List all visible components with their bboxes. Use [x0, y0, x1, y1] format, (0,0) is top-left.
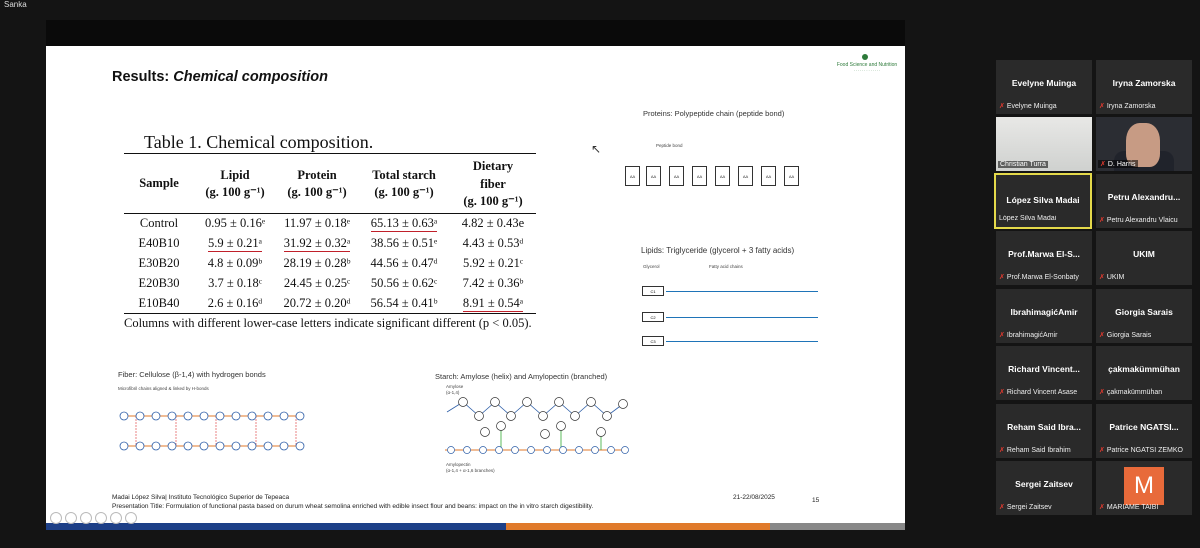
- active-speaker-tile[interactable]: López Silva Madai López Silva Madai: [994, 173, 1092, 229]
- amylopectin-sub-label: (α-1,4 + α-1,6 branches): [446, 468, 495, 473]
- table-row: [124, 294, 536, 314]
- footer-date: 21-22/08/2025: [733, 494, 775, 501]
- header-lipid: Lipid (g. 100 g⁻¹): [205, 167, 265, 199]
- cell-lipid: 0.95 ± 0.16ᵉ: [204, 216, 266, 231]
- shared-screen-top-bar: [46, 20, 905, 46]
- cell-sample: E20B30: [138, 276, 180, 290]
- slideshow-controls[interactable]: [50, 512, 137, 524]
- cell-fiber: 4.43 ± 0.53ᵈ: [462, 236, 524, 250]
- amylose-sub-label: (α-1,4): [446, 390, 460, 395]
- fatty-acid-label: Fatty acid chains: [709, 264, 743, 269]
- table-row: [124, 254, 536, 274]
- table-row: [124, 274, 536, 294]
- next-slide-icon[interactable]: [65, 512, 77, 524]
- cell-fiber: 4.82 ± 0.43e: [461, 216, 525, 231]
- more-options-icon[interactable]: [125, 512, 137, 524]
- prev-slide-icon[interactable]: [50, 512, 62, 524]
- pen-tool-icon[interactable]: [80, 512, 92, 524]
- footer-bar-grey: [770, 523, 905, 530]
- chemical-composition-table: [124, 153, 536, 314]
- cell-protein: 11.97 ± 0.18ᵉ: [284, 216, 350, 231]
- cell-lipid: 3.7 ± 0.18ᶜ: [208, 276, 262, 290]
- participant-tile[interactable]: Reham Said Ibra... ✗ Reham Said Ibrahim: [996, 404, 1092, 458]
- cell-lipid: 2.6 ± 0.16ᵈ: [207, 295, 263, 310]
- slide-title: Results: Chemical composition: [112, 69, 328, 85]
- table-header-row: [124, 154, 536, 214]
- mic-muted-icon: ✗: [1099, 274, 1105, 281]
- participant-tile[interactable]: Petru Alexandru... ✗ Petru Alexandru Vlaicu: [1096, 174, 1192, 228]
- mic-muted-icon: ✗: [999, 447, 1005, 454]
- cell-fiber: 5.92 ± 0.21ᶜ: [462, 256, 524, 270]
- page-number: 15: [812, 497, 820, 504]
- participant-tile[interactable]: IbrahimagićAmir ✗ IbrahimagićAmir: [996, 289, 1092, 343]
- cell-fiber: 7.42 ± 0.36ᵇ: [462, 276, 524, 290]
- proteins-diagram-label: Proteins: Polypeptide chain (peptide bond): [643, 109, 785, 118]
- mic-muted-icon: ✗: [999, 274, 1005, 281]
- mic-muted-icon: ✗: [999, 504, 1005, 511]
- header-protein: Protein (g. 100 g⁻¹): [287, 167, 347, 199]
- table-row: [124, 214, 536, 234]
- mic-muted-icon: ✗: [1099, 389, 1105, 396]
- amylopectin-label: Amylopectin: [446, 462, 471, 467]
- participant-tile[interactable]: çakmakümmühan ✗ çakmakümmühan: [1096, 346, 1192, 400]
- view-all-slides-icon[interactable]: [95, 512, 107, 524]
- table-caption: Table 1. Chemical composition.: [144, 132, 374, 152]
- participant-video-tile[interactable]: ✗ D. Harris: [1096, 117, 1192, 171]
- table-row: [124, 234, 536, 254]
- footer-bar-orange: [506, 523, 770, 530]
- cell-sample: E10B40: [138, 295, 180, 310]
- cell-starch: 38.56 ± 0.51ᵉ: [370, 236, 438, 250]
- cell-sample: Control: [139, 216, 179, 231]
- footer-author: Madai López Silva| Instituto Tecnológico Superior de Tepeaca: [112, 494, 290, 501]
- mic-muted-icon: ✗: [1100, 161, 1106, 168]
- participant-tile[interactable]: M ✗ MARIAME TAIBI: [1096, 461, 1192, 515]
- header-dietary-fiber: Dietary fiber (g. 100 g⁻¹): [463, 159, 523, 208]
- table-footnote: Columns with different lower-case letters indicate significant different (p < 0.05).: [124, 316, 532, 330]
- cell-fiber: 8.91 ± 0.54ᵃ: [462, 295, 524, 310]
- conference-logo: Food Science and Nutrition · · · · · · · · · · · · ·: [836, 54, 898, 82]
- cell-lipid: 5.9 ± 0.21ᵃ: [207, 236, 263, 250]
- peptide-bond-label: Peptide bond: [656, 143, 683, 148]
- avatar: M: [1124, 467, 1164, 505]
- window-title: Sanka: [4, 0, 27, 9]
- mic-muted-icon: ✗: [999, 332, 1005, 339]
- cell-protein: 20.72 ± 0.20ᵈ: [283, 295, 351, 310]
- fiber-diagram-label: Fiber: Cellulose (β-1,4) with hydrogen bonds: [118, 370, 266, 379]
- cell-starch: 50.56 ± 0.62ᶜ: [370, 276, 438, 290]
- participant-tile[interactable]: Sergei Zaitsev ✗ Sergei Zaitsev: [996, 461, 1092, 515]
- mic-muted-icon: ✗: [1099, 103, 1105, 110]
- cell-protein: 24.45 ± 0.25ᶜ: [283, 276, 351, 290]
- mic-muted-icon: ✗: [1099, 504, 1105, 511]
- cell-protein: 28.19 ± 0.28ᵇ: [283, 256, 351, 270]
- amylose-label: Amylose: [446, 384, 464, 389]
- participant-tile[interactable]: UKIM ✗ UKIM: [1096, 231, 1192, 285]
- starch-diagram-label: Starch: Amylose (helix) and Amylopectin (branched): [435, 372, 608, 381]
- mic-muted-icon: ✗: [1099, 217, 1105, 224]
- participant-tile[interactable]: Richard Vincent... ✗ Richard Vincent Asase: [996, 346, 1092, 400]
- cellulose-diagram: [116, 406, 306, 456]
- footer-bar-blue: [46, 523, 506, 530]
- zoom-icon[interactable]: [110, 512, 122, 524]
- cell-protein: 31.92 ± 0.32ᵃ: [283, 236, 351, 250]
- lipids-diagram-label: Lipids: Triglyceride (glycerol + 3 fatty acids): [641, 246, 795, 255]
- participant-tile[interactable]: Iryna Zamorska ✗ Iryna Zamorska: [1096, 60, 1192, 114]
- participant-tile[interactable]: Prof.Marwa El-S... ✗ Prof.Marwa El-Sonbaty: [996, 231, 1092, 285]
- cell-starch: 56.54 ± 0.41ᵇ: [370, 295, 438, 310]
- header-sample: Sample: [139, 176, 179, 190]
- cell-starch: 65.13 ± 0.63ᵃ: [370, 216, 438, 231]
- mic-muted-icon: ✗: [999, 389, 1005, 396]
- starch-diagram: [441, 394, 631, 464]
- mouse-pointer-icon: ↖: [591, 142, 602, 156]
- cell-lipid: 4.8 ± 0.09ᵇ: [207, 256, 263, 270]
- shared-slide: Results: Chemical composition Food Science and Nutrition · · · · · · · · · · · · · Table 1. Chemical composition. Sample Lipid (g. 100 g⁻¹) Protein (g. 100 g⁻¹) Total starch (g. 100 g⁻¹) Dietary fiber (g. 100 g⁻¹) Control 0.95 ± 0.16ᵉ 11.97 ± 0.18ᵉ 65.13 ± 0.63ᵃ 4.82 ± 0.43e E40B10 5.9 ± 0.21ᵃ 31.92 ± 0.32ᵃ 38.56 ± 0.51ᵉ 4.43 ± 0.53ᵈ E30B20 4.8 ± 0.09ᵇ 28.19 ± 0.28ᵇ 44.56 ± 0.47ᵈ 5.92 ± 0.21ᶜ E20B30 3.7 ± 0.18ᶜ 24.45 ± 0.25ᶜ 50.56 ± 0.62ᶜ 7.42 ± 0.36ᵇ E10B40 2.6 ± 0.16ᵈ 20.72 ± 0.20ᵈ 56.54 ± 0.41ᵇ 8.91 ± 0.54ᵃ Columns with different lower-case letters indicate significant different (p < 0.05). ↖ Proteins: Polypeptide chain (peptide bond) Peptide bond AA AA AA AA AA AA AA AA Lipids: Triglyceride (glycerol + 3 fatty acids) Glycerol Fatty acid chains C1 C2 C3 Fiber: Cellulose (β-1,4) with hydrogen bonds Microfibril chains aligned & linked by H-bonds Starch: Amylose (helix) and Amylopectin (branched) Amylose (α-1,4) Amylopectin (α-1,4 + α-1,6 branches) Madai López Silva| Instituto Tecnológico Superior de Tepeaca Presentation Title: Formulation of functional pasta based on durum wheat semolina enriched with edible insect flour and beans: impact on the in vitro starch digestibility. 21-22/08/2025 15: [46, 46, 905, 530]
- header-total-starch: Total starch (g. 100 g⁻¹): [372, 167, 436, 199]
- participant-tile[interactable]: Evelyne Muinga ✗ Evelyne Muinga: [996, 60, 1092, 114]
- mic-muted-icon: ✗: [1099, 447, 1105, 454]
- participant-tile[interactable]: Patrice NGATSI... ✗ Patrice NGATSI ZEMKO: [1096, 404, 1192, 458]
- footer-presentation-title: Presentation Title: Formulation of functional pasta based on durum wheat semolina enriched with edible insect flour and beans: impact on the in vitro starch digestibility.: [112, 503, 594, 510]
- mic-muted-icon: ✗: [999, 103, 1005, 110]
- glycerol-label: Glycerol: [643, 264, 660, 269]
- cell-starch: 44.56 ± 0.47ᵈ: [370, 256, 438, 270]
- cell-sample: E30B20: [138, 256, 180, 270]
- fiber-sub-label: Microfibril chains aligned & linked by H-bonds: [118, 386, 209, 391]
- cell-sample: E40B10: [138, 236, 180, 250]
- mic-muted-icon: ✗: [1099, 332, 1105, 339]
- participant-tile[interactable]: Giorgia Sarais ✗ Giorgia Sarais: [1096, 289, 1192, 343]
- participant-video-tile[interactable]: Christian Turra: [996, 117, 1092, 171]
